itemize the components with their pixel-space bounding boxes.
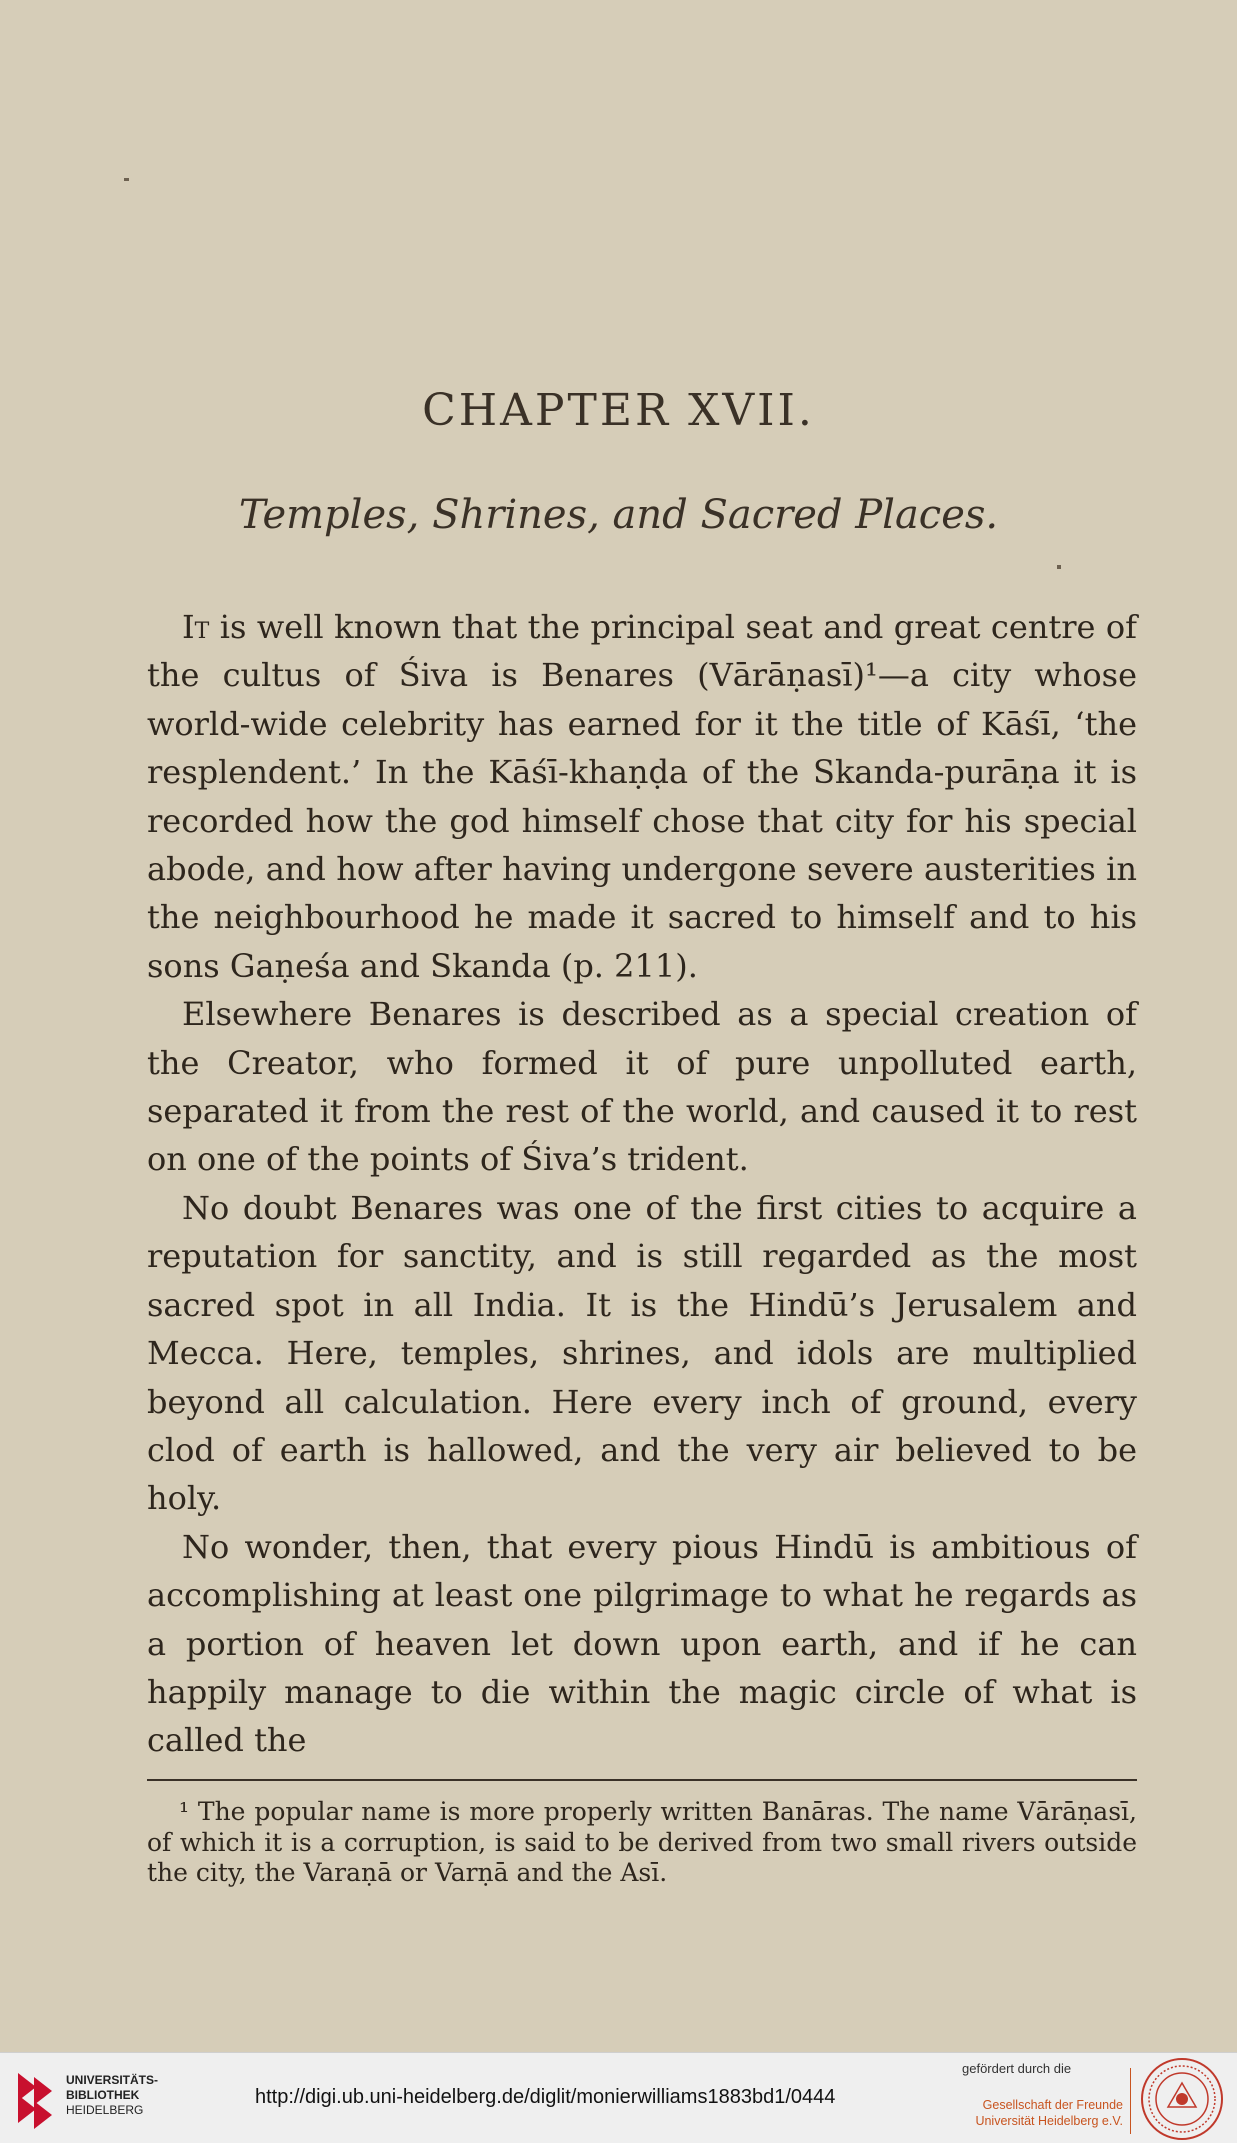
paragraph <box>147 1523 1137 1765</box>
paragraph-text: No wonder, then, that every pious Hindū is ambitious of accomplishing at least one pilgrimage to what he regards as a portion of heaven let down upon earth, and if he can happily manage to die within the magic circle of what is called the <box>147 1527 1137 1760</box>
society-name <box>975 2097 1123 2129</box>
permalink-url[interactable]: http://digi.ub.uni-heidelberg.de/diglit/monierwilliams1883bd1/0444 <box>255 2086 836 2108</box>
library-name-line: HEIDELBERG <box>66 2103 144 2117</box>
footnote-text: ¹ The popular name is more properly written Banāras. The name Vārāṇasī, of which it is a corruption, is said to be derived from two small rivers outside the city, the Varaṇā or Varṇā and the Asī. <box>147 1797 1137 1887</box>
paragraph <box>147 603 1137 990</box>
chapter-heading: CHAPTER XVII. <box>422 385 815 436</box>
paragraph-text: Elsewhere Benares is described as a special creation of the Creator, who formed it of pure unpolluted earth, separated it from the rest of the world, and caused it to rest on one of the points of Śiva’s trident. <box>147 995 1137 1179</box>
footnote <box>147 1797 1137 1889</box>
ink-speck <box>1057 565 1061 569</box>
paragraph-text: is well known that the principal seat and great centre of the cultus of Śiva is Benares (Vārāṇasī)¹—a city whose world-wide celebrity has earned for it the title of Kāśī, ‘the resplendent.’ In the Kāśī-khaṇḍa of the Skanda-purāṇa it is recorded how the god himself chose that city for his special abode, and how after having undergone severe austerities in the neighbourhood he made it sacred to himself and to his sons Gaṇeśa and Skanda (p. 211). <box>147 608 1137 985</box>
footer-divider <box>1130 2068 1131 2134</box>
paragraph-lead: It <box>182 608 210 646</box>
paragraph <box>147 1184 1137 1523</box>
paragraph-text: No doubt Benares was one of the first cities to acquire a reputation for sanctity, and is still regarded as the most sacred spot in all India. It is the Hindū’s Jerusalem and Mecca. Here, temples, shrines, and idols are multiplied beyond all calculation. Here every inch of ground, every clod of earth is hallowed, and the very air believed to be holy. <box>147 1188 1137 1518</box>
paragraph <box>147 990 1137 1184</box>
library-name-line: BIBLIOTHEK <box>66 2088 140 2102</box>
body-text <box>147 603 1137 1765</box>
society-name-line: Universität Heidelberg e.V. <box>975 2114 1123 2128</box>
chapter-subtitle: Temples, Shrines, and Sacred Places. <box>238 492 999 538</box>
viewer-footer <box>0 2052 1237 2143</box>
funded-by-label: gefördert durch die <box>962 2061 1072 2076</box>
society-name-line: Gesellschaft der Freunde <box>982 2098 1123 2112</box>
university-seal-icon <box>1140 2057 1224 2141</box>
library-name <box>66 2073 158 2118</box>
ink-speck <box>124 178 129 181</box>
library-name-line: UNIVERSITÄTS- <box>66 2073 159 2087</box>
footnote-rule <box>147 1779 1137 1781</box>
library-logo-icon <box>14 2065 56 2131</box>
